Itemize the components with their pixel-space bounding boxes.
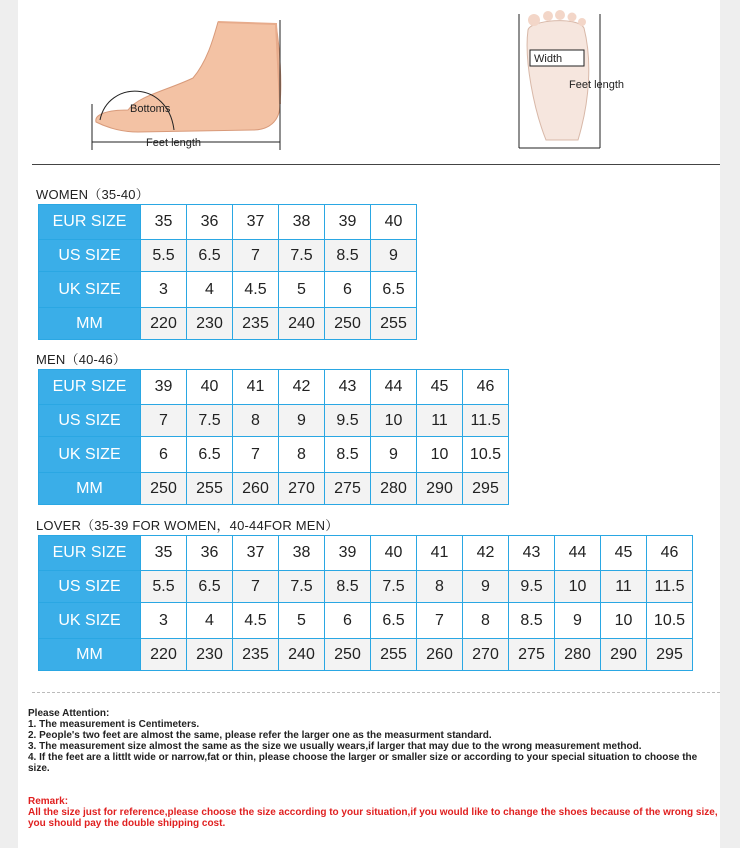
size-cell: 35	[141, 536, 187, 571]
size-cell: 280	[555, 639, 601, 671]
size-row	[39, 205, 417, 240]
size-cell: 7	[233, 240, 279, 272]
attention-item: 2. People's two feet are almost the same, please refer the larger one as the measurment standard.	[28, 730, 492, 741]
size-cell: 240	[279, 639, 325, 671]
size-cell: 260	[417, 639, 463, 671]
size-cell: 9	[555, 603, 601, 639]
size-cell: 8.5	[325, 240, 371, 272]
size-cell: 38	[279, 536, 325, 571]
size-cell: 240	[279, 308, 325, 340]
size-cell: 39	[325, 205, 371, 240]
size-cell: 11.5	[463, 405, 509, 437]
size-cell: 37	[233, 205, 279, 240]
size-row	[39, 437, 509, 473]
size-cell: 10	[601, 603, 647, 639]
size-cell: 4	[187, 603, 233, 639]
size-row	[39, 272, 417, 308]
size-cell: 4.5	[233, 603, 279, 639]
size-cell: 11	[601, 571, 647, 603]
size-cell: 39	[325, 536, 371, 571]
size-cell: 8.5	[509, 603, 555, 639]
side-feet-length-label: Feet length	[146, 137, 202, 149]
row-header: UK SIZE	[39, 272, 141, 308]
size-cell: 40	[371, 205, 417, 240]
women-size-table	[38, 204, 417, 340]
top-foot-image	[527, 10, 589, 140]
size-cell: 10.5	[463, 437, 509, 473]
size-cell: 295	[463, 473, 509, 505]
size-cell: 10	[417, 437, 463, 473]
size-cell: 35	[141, 205, 187, 240]
remark-heading: Remark:	[28, 796, 69, 807]
size-cell: 235	[233, 639, 279, 671]
size-cell: 46	[647, 536, 693, 571]
size-cell: 38	[279, 205, 325, 240]
size-cell: 36	[187, 536, 233, 571]
size-cell: 7.5	[279, 240, 325, 272]
attention-notes	[28, 708, 718, 774]
size-cell: 3	[141, 272, 187, 308]
row-header: US SIZE	[39, 405, 141, 437]
remark-text: All the size just for reference,please choose the size according to your situation,if you would like to change the shoes because of the wrong size, you should pay the double shipping cost.	[28, 807, 718, 829]
size-cell: 290	[417, 473, 463, 505]
size-cell: 43	[325, 370, 371, 405]
lover-title: LOVER（35-39 FOR WOMEN，40-44FOR MEN）	[36, 518, 339, 533]
size-cell: 230	[187, 308, 233, 340]
size-cell: 275	[509, 639, 555, 671]
size-cell: 36	[187, 205, 233, 240]
size-cell: 255	[371, 308, 417, 340]
width-label: Width	[534, 53, 563, 65]
size-cell: 220	[141, 308, 187, 340]
size-cell: 6.5	[187, 437, 233, 473]
size-cell: 6	[141, 437, 187, 473]
women-title: WOMEN（35-40）	[36, 187, 149, 202]
size-row	[39, 571, 693, 603]
size-cell: 270	[279, 473, 325, 505]
size-cell: 3	[141, 603, 187, 639]
size-cell: 7	[233, 571, 279, 603]
size-cell: 7.5	[371, 571, 417, 603]
size-cell: 40	[187, 370, 233, 405]
row-header: US SIZE	[39, 240, 141, 272]
size-row	[39, 639, 693, 671]
size-cell: 290	[601, 639, 647, 671]
size-cell: 8.5	[325, 571, 371, 603]
size-cell: 37	[233, 536, 279, 571]
size-cell: 220	[141, 639, 187, 671]
size-cell: 42	[279, 370, 325, 405]
row-header: UK SIZE	[39, 437, 141, 473]
divider	[32, 164, 720, 165]
size-cell: 41	[233, 370, 279, 405]
size-cell: 7	[141, 405, 187, 437]
size-cell: 44	[371, 370, 417, 405]
size-cell: 8.5	[325, 437, 371, 473]
size-cell: 270	[463, 639, 509, 671]
size-cell: 46	[463, 370, 509, 405]
attention-heading: Please Attention:	[28, 708, 110, 719]
size-row	[39, 240, 417, 272]
size-cell: 4.5	[233, 272, 279, 308]
row-header: US SIZE	[39, 571, 141, 603]
size-cell: 11.5	[647, 571, 693, 603]
size-cell: 8	[233, 405, 279, 437]
size-cell: 295	[647, 639, 693, 671]
size-cell: 6	[325, 272, 371, 308]
row-header: UK SIZE	[39, 603, 141, 639]
size-cell: 10	[371, 405, 417, 437]
size-cell: 11	[417, 405, 463, 437]
size-cell: 5.5	[141, 571, 187, 603]
size-cell: 39	[141, 370, 187, 405]
size-cell: 5.5	[141, 240, 187, 272]
size-row	[39, 473, 509, 505]
size-cell: 8	[417, 571, 463, 603]
size-cell: 230	[187, 639, 233, 671]
size-row	[39, 308, 417, 340]
foot-illustration	[18, 0, 720, 165]
size-cell: 7	[233, 437, 279, 473]
size-cell: 8	[463, 603, 509, 639]
dotted-divider	[32, 692, 720, 693]
size-cell: 42	[463, 536, 509, 571]
attention-item: 3. The measurement size almost the same as the size we usually wears,if larger that may due to the wrong measurement method.	[28, 741, 642, 752]
size-cell: 275	[325, 473, 371, 505]
size-cell: 250	[141, 473, 187, 505]
side-foot-image	[96, 22, 281, 132]
attention-item: 4. If the feet are a littlt wide or narrow,fat or thin, please choose the larger or smaller size or according to your special situation to choose the size.	[28, 752, 698, 774]
size-cell: 280	[371, 473, 417, 505]
row-header: MM	[39, 308, 141, 340]
bottoms-label: Bottoms	[130, 103, 171, 115]
size-cell: 5	[279, 603, 325, 639]
size-cell: 44	[555, 536, 601, 571]
size-cell: 5	[279, 272, 325, 308]
size-cell: 6.5	[187, 240, 233, 272]
size-cell: 8	[279, 437, 325, 473]
size-cell: 6.5	[371, 603, 417, 639]
size-cell: 4	[187, 272, 233, 308]
size-cell: 6	[325, 603, 371, 639]
size-cell: 40	[371, 536, 417, 571]
remark	[28, 796, 718, 829]
men-size-table	[38, 369, 509, 505]
size-cell: 10.5	[647, 603, 693, 639]
size-cell: 235	[233, 308, 279, 340]
size-cell: 6.5	[187, 571, 233, 603]
size-row	[39, 603, 693, 639]
size-row	[39, 536, 693, 571]
size-row	[39, 370, 509, 405]
row-header: EUR SIZE	[39, 205, 141, 240]
size-cell: 250	[325, 639, 371, 671]
size-cell: 9	[371, 240, 417, 272]
row-header: MM	[39, 473, 141, 505]
size-cell: 9	[371, 437, 417, 473]
size-cell: 10	[555, 571, 601, 603]
size-cell: 6.5	[371, 272, 417, 308]
size-cell: 45	[417, 370, 463, 405]
size-cell: 260	[233, 473, 279, 505]
size-cell: 7.5	[279, 571, 325, 603]
size-cell: 7	[417, 603, 463, 639]
lover-size-table	[38, 535, 693, 671]
row-header: EUR SIZE	[39, 536, 141, 571]
men-title: MEN（40-46）	[36, 352, 127, 367]
size-cell: 9.5	[325, 405, 371, 437]
top-feet-length-label: Feet length	[569, 79, 625, 91]
size-cell: 250	[325, 308, 371, 340]
size-cell: 45	[601, 536, 647, 571]
attention-item: 1. The measurement is Centimeters.	[28, 719, 200, 730]
size-cell: 43	[509, 536, 555, 571]
size-cell: 41	[417, 536, 463, 571]
row-header: MM	[39, 639, 141, 671]
size-row	[39, 405, 509, 437]
row-header: EUR SIZE	[39, 370, 141, 405]
size-cell: 9	[279, 405, 325, 437]
size-cell: 9.5	[509, 571, 555, 603]
size-cell: 9	[463, 571, 509, 603]
size-cell: 7.5	[187, 405, 233, 437]
size-cell: 255	[187, 473, 233, 505]
size-cell: 255	[371, 639, 417, 671]
